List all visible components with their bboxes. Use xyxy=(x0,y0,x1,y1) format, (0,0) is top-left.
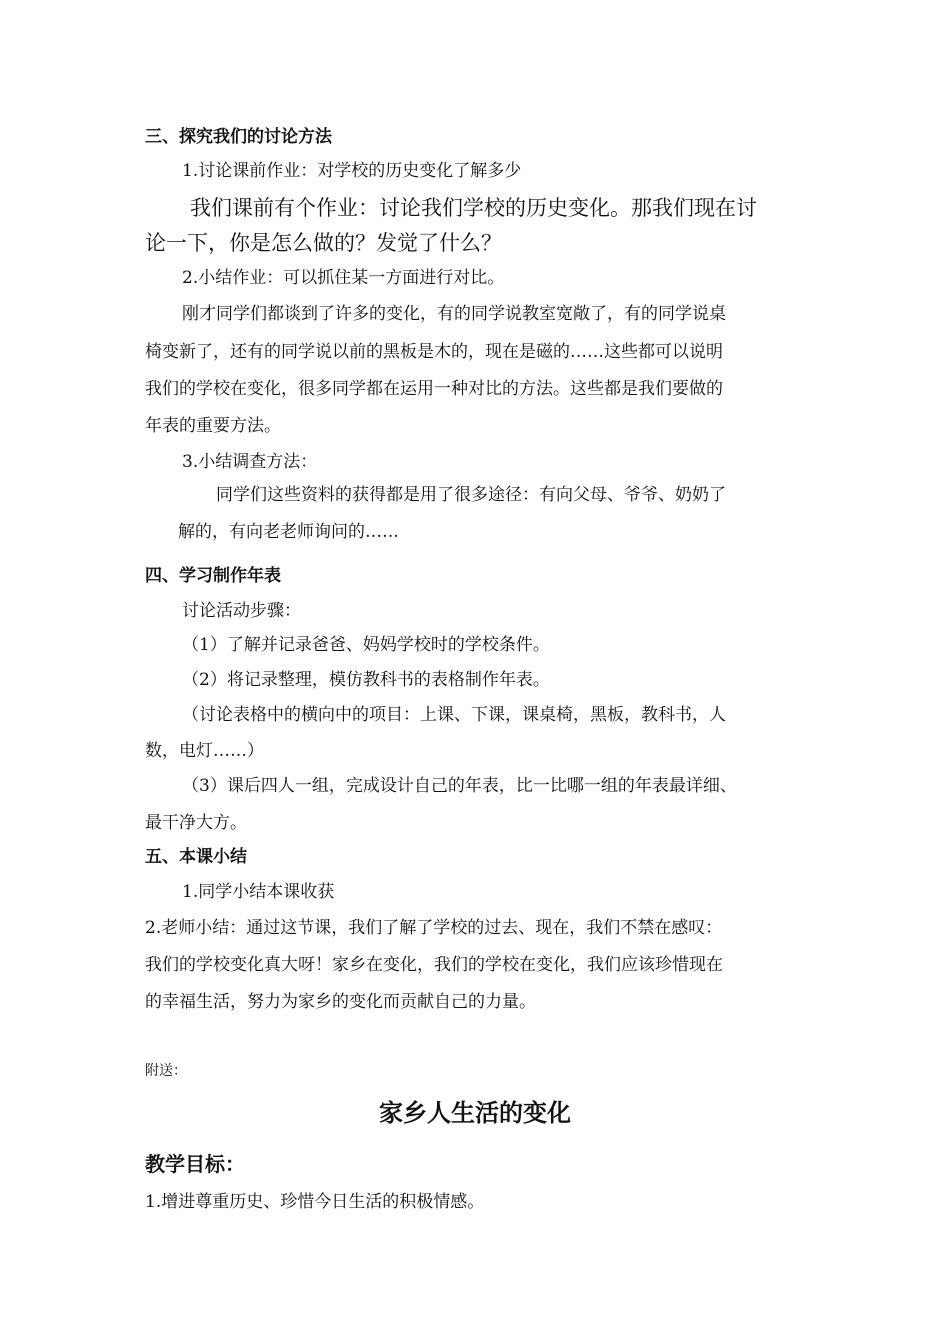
document-title: 家乡人生活的变化 xyxy=(379,1099,571,1127)
paragraph-line: 数，电灯……） xyxy=(145,741,264,761)
paragraph-line: 刚才同学们都谈到了许多的变化，有的同学说教室宽敞了，有的同学说桌 xyxy=(182,304,726,324)
paragraph-line: 论一下，你是怎么做的？发觉了什么？ xyxy=(145,231,502,255)
list-item: 2.老师小结：通过这节课，我们了解了学校的过去、现在，我们不禁在感叹： xyxy=(145,918,723,938)
paragraph-line: 我们的学校变化真大呀！家乡在变化，我们的学校在变化，我们应该珍惜现在 xyxy=(145,955,723,975)
attachment-label: 附送： xyxy=(145,1063,187,1079)
paragraph-line: 我们的学校在变化，很多同学都在运用一种对比的方法。这些都是我们要做的 xyxy=(145,379,723,399)
list-item: 1.同学小结本课收获 xyxy=(182,882,335,902)
paragraph-line: 我们课前有个作业：讨论我们学校的历史变化。那我们现在讨 xyxy=(190,196,757,220)
goal-heading: 教学目标： xyxy=(145,1152,245,1176)
paragraph-line: 解的，有向老老师询问的…… xyxy=(178,522,399,542)
list-item: 2.小结作业：可以抓住某一方面进行对比。 xyxy=(182,268,505,288)
paragraph-line: 同学们这些资料的获得都是用了很多途径：有向父母、爷爷、奶奶了 xyxy=(216,485,726,505)
paragraph-line: 椅变新了，还有的同学说以前的黑板是木的，现在是磁的……这些都可以说明 xyxy=(145,342,723,362)
list-item: （3）课后四人一组，完成设计自己的年表，比一比哪一组的年表最详细、 xyxy=(182,776,737,796)
list-item: 3.小结调查方法： xyxy=(182,452,318,472)
list-item: 1.讨论课前作业：对学校的历史变化了解多少 xyxy=(182,161,522,181)
paragraph-line: 的幸福生活，努力为家乡的变化而贡献自己的力量。 xyxy=(145,992,536,1012)
list-item: （2）将记录整理，模仿教科书的表格制作年表。 xyxy=(182,670,550,690)
paragraph-line: 讨论活动步骤： xyxy=(182,601,301,621)
paragraph-line: （讨论表格中的横向中的项目：上课、下课，课桌椅，黑板，教科书，人 xyxy=(182,705,726,725)
section-heading-4: 四、学习制作年表 xyxy=(145,566,281,586)
paragraph-line: 最干净大方。 xyxy=(145,813,247,833)
list-item: （1）了解并记录爸爸、妈妈学校时的学校条件。 xyxy=(182,635,550,655)
paragraph-line: 年表的重要方法。 xyxy=(145,416,281,436)
list-item: 1.增进尊重历史、珍惜今日生活的积极情感。 xyxy=(145,1192,485,1212)
section-heading-3: 三、探究我们的讨论方法 xyxy=(145,127,332,147)
section-heading-5: 五、本课小结 xyxy=(145,847,247,867)
